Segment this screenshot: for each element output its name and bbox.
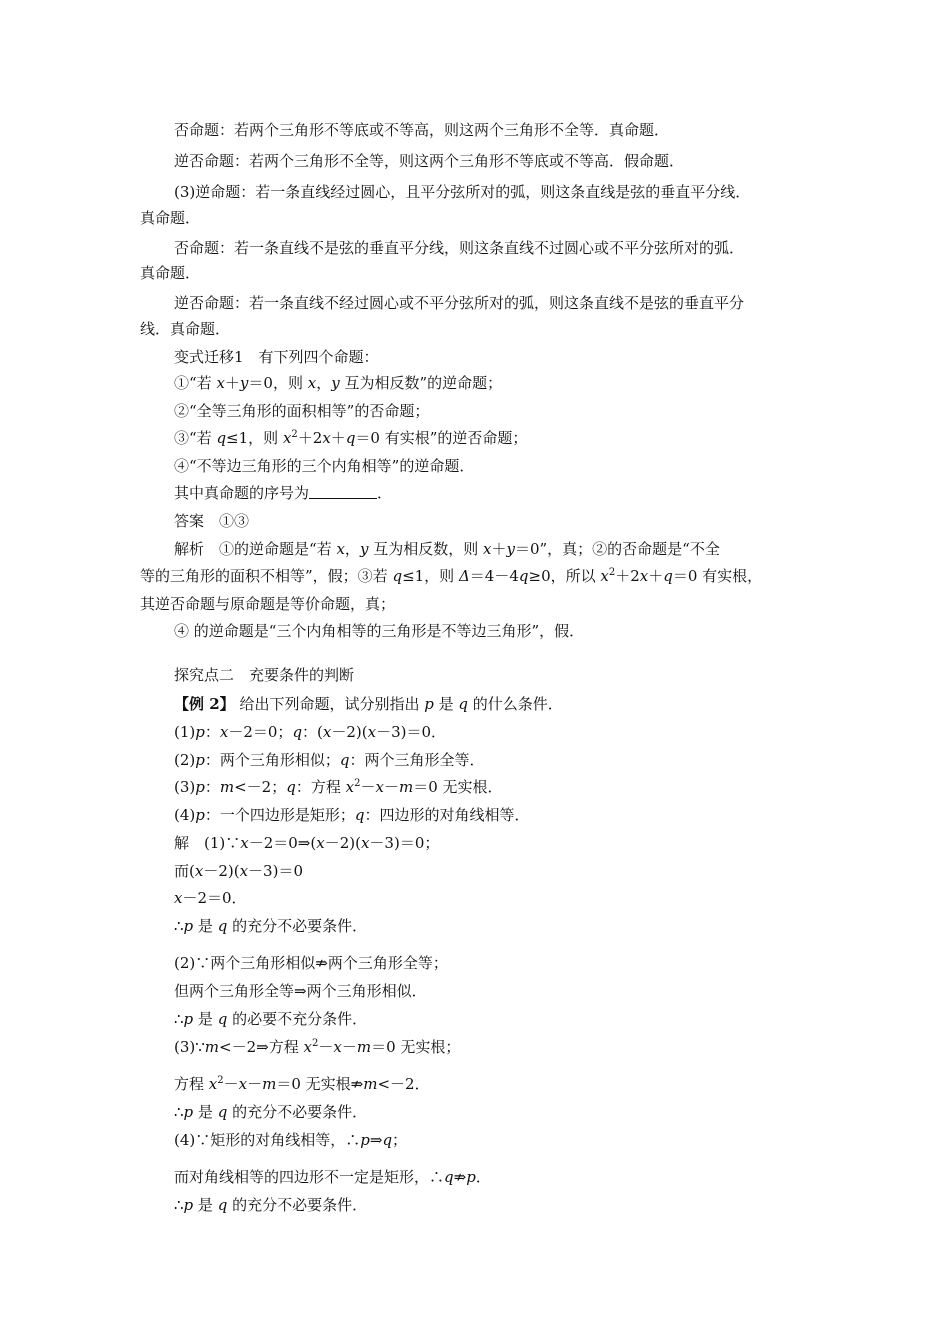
solution-line: 而对角线相等的四边形不一定是矩形，∴q⇏p． [174,1168,491,1186]
solution-line: 而(x－2)(x－3)＝0 [174,862,303,880]
example-item-1: (1)p：x－2＝0；q：(x－2)(x－3)＝0． [174,723,447,741]
proposition-4: ④“不等边三角形的三个内角相等”的逆命题． [174,457,475,475]
solution-line: 解 (1)∵x－2＝0⇒(x－2)(x－3)＝0； [174,834,440,852]
answer-blank [309,484,377,499]
proposition-2: ②“全等三角形的面积相等”的否命题； [174,402,430,420]
question-line: 其中真命题的序号为 ． [174,484,393,502]
example-item-4: (4)p：一个四边形是矩形；q：四边形的对角线相等． [174,806,530,824]
answer-line: 答案 ①③ [174,512,250,530]
solution-line: x－2＝0． [174,889,247,907]
proposition-3: ③“若 q≤1，则 $x^2+2x+q=0$ 有实根”的逆否命题； [174,429,528,447]
solution-line: ∴p 是 q 的充分不必要条件． [174,1103,368,1121]
solution-line: (4)∵矩形的对角线相等，∴p⇒q； [174,1131,408,1149]
text-line: 逆否命题：若两个三角形不全等，则这两个三角形不等底或不等高．假命题． [174,152,685,170]
example-item-2: (2)p：两个三角形相似；q：两个三角形全等． [174,751,485,769]
text-line: 否命题：若两个三角形不等底或不等高，则这两个三角形不全等．真命题． [174,121,670,139]
solution-line: (2)∵两个三角形相似⇏两个三角形全等； [174,954,448,972]
analysis-line: 其逆否命题与原命题是等价命题，真； [140,595,396,613]
solution-line: ∴p 是 q 的充分不必要条件． [174,917,368,935]
proposition-1: ①“若 x＋y＝0，则 x，y 互为相反数”的逆命题； [174,374,503,392]
text-line: 否命题：若一条直线不是弦的垂直平分线，则这条直线不过圆心或不平分弦所对的弧． [174,239,745,257]
solution-line: 但两个三角形全等⇒两个三角形相似． [174,982,427,1000]
exercise-heading: 变式迁移1 有下列四个命题： [174,348,379,366]
solution-line: (3)∵m<－2⇒方程 $x^2-x-m=0$ 无实根； [174,1038,461,1056]
section-heading: 探究点二 充要条件的判断 [174,666,355,684]
analysis-line: 解析 ①的逆命题是“若 x，y 互为相反数，则 x＋y＝0”，真；②的否命题是“不全 [174,540,720,558]
example-item-3: (3)p：m<－2；q：方程 $x^2-x-m=0$ 无实根． [174,778,503,796]
text-line: 线．真命题． [140,320,231,338]
text-line: (3)逆命题：若一条直线经过圆心，且平分弦所对的弧，则这条直线是弦的垂直平分线． [174,183,751,201]
text-line: 逆否命题：若一条直线不经过圆心或不平分弦所对的弧，则这条直线不是弦的垂直平分 [174,294,745,312]
analysis-line: ④ 的逆命题是“三个内角相等的三角形是不等边三角形”，假． [174,622,585,640]
solution-line: 方程 $x^2-x-m=0$ 无实根⇏m<－2． [174,1075,430,1093]
text-line: 真命题． [140,209,201,227]
solution-line: ∴p 是 q 的必要不充分条件． [174,1010,368,1028]
analysis-line: 等的三角形的面积不相等”，假；③若 q≤1，则 Δ＝4－4q≥0，所以 $x^2+2x+q=0$ 有实根， [140,567,763,585]
example-heading: 【例 2】 给出下列命题，试分别指出 p 是 q 的什么条件． [174,695,563,713]
solution-line: ∴p 是 q 的充分不必要条件． [174,1196,368,1214]
text-line: 真命题． [140,264,201,282]
